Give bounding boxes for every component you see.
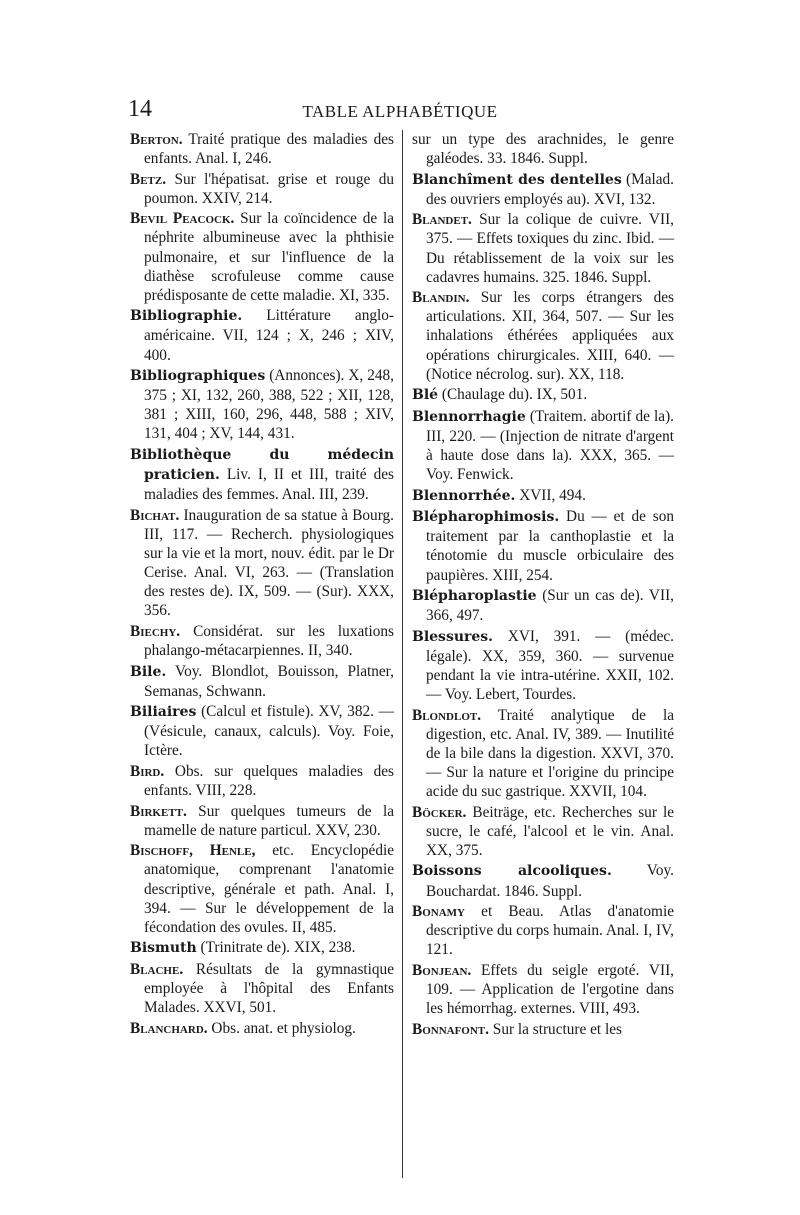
index-entry — [412, 210, 674, 286]
entry-headword: Blennorrhagie — [412, 408, 526, 425]
index-entry — [130, 702, 394, 760]
index-entry — [412, 803, 674, 860]
entry-headword: Blandin. — [412, 289, 470, 307]
entry-text: XVII, 494. — [515, 486, 586, 504]
index-entry — [412, 586, 674, 625]
entry-headword: Blé — [412, 387, 439, 404]
index-entry — [412, 861, 674, 900]
index-entry — [412, 170, 674, 209]
index-entry — [412, 961, 674, 1018]
entry-text: Beiträge, etc. Recherches sur le sucre, le café, l'alcool et le vin. Anal. XX, 375. — [426, 803, 674, 859]
index-entry — [130, 841, 394, 936]
index-entry — [130, 366, 394, 443]
entry-text: Sur la coïncidence de la néphrite albumineuse avec la phthisie pulmonaire, et sur l'influence de la diathèse scrofuleuse comme cause prédisposante de cette maladie. XI, 335. — [144, 210, 394, 304]
index-entry — [130, 960, 394, 1017]
entry-text: Obs. sur quelques maladies des enfants. VIII, 228. — [144, 763, 394, 800]
entry-text: etc. Encyclopédie anatomique, comprenant l'anatomie descriptive, générale et path. Anal. I, 394. — Sur le développement de la fécondation des ovules. II, 485. — [144, 842, 395, 936]
entry-headword: Bibliographie. — [130, 308, 243, 325]
entry-text: Voy. Bouchardat. 1846. Suppl. — [426, 862, 674, 900]
entry-headword: Betz. — [130, 170, 167, 188]
entry-headword: Blessures. — [412, 628, 494, 645]
entry-headword: Biliaires — [130, 704, 197, 721]
entry-headword: Bonamy — [412, 903, 465, 921]
index-entry — [412, 407, 674, 484]
entry-text: (Trinitrate de). XIX, 238. — [196, 939, 356, 957]
index-entry — [412, 507, 674, 584]
index-entry — [130, 938, 394, 958]
entry-headword: Blondlot. — [412, 706, 482, 724]
entry-headword: Blennorrhée. — [412, 487, 516, 504]
entry-headword: Bevil Peacock. — [130, 210, 235, 228]
entry-text: (Malad. des ouvriers employés au). XVI, 132. — [426, 170, 674, 208]
entry-headword: Berton. — [130, 131, 183, 148]
entry-text: Traité analytique de la digestion, etc. Anal. IV, 389. — Inutilité de la bile dans la digestion. XXVI, 370. — Sur la nature et l'origine du principe acide du suc gastrique. XXVII, 104. — [426, 706, 674, 801]
entry-headword: Blanchard. — [130, 1019, 208, 1037]
index-entry — [412, 130, 674, 168]
entry-text: Sur la colique de cuivre. VII, 375. — Effets toxiques du zinc. Ibid. — Du rétablissement de la voix sur les cadavres humains. 325. 1846. Suppl. — [426, 211, 674, 286]
entry-text: (Calcul et fistule). XV, 382. — (Vésicule, canaux, calculs). Voy. Foie, Ictère. — [144, 703, 394, 760]
entry-text: Liv. I, II et III, traité des maladies des femmes. Anal. III, 239. — [144, 466, 394, 504]
entry-headword: Bibliographiques — [130, 368, 266, 385]
running-head: TABLE ALPHABÉTIQUE — [302, 102, 498, 121]
entry-text: sur un type des arachnides, le genre galéodes. 33. 1846. Suppl. — [412, 131, 674, 168]
index-entry — [130, 445, 394, 504]
entry-headword: Bile. — [130, 663, 167, 680]
entry-headword: Böcker. — [412, 803, 467, 821]
index-entry — [130, 762, 394, 800]
entry-headword: Blache. — [130, 960, 184, 978]
index-entry — [130, 130, 394, 168]
entry-text: (Traitem. abortif de la). III, 220. — (Injection de nitrate d'argent à haute dose dans la). XXX, 365. — Voy. Fenwick. — [426, 407, 674, 484]
index-entry — [412, 486, 674, 506]
entry-text: Résultats de la gymnastique employée à l'hôpital des Enfants Malades. XXVI, 501. — [144, 960, 394, 1017]
entry-text: Sur l'hépatisat. grise et rouge du poumon. XXIV, 214. — [144, 170, 394, 207]
entry-headword: Boissons alcooliques. — [412, 863, 612, 880]
entry-text: Considérat. sur les luxations phalango-métacarpiennes. II, 340. — [144, 622, 394, 659]
entry-text: Littérature anglo-américaine. VII, 124 ; X, 246 ; XIV, 400. — [144, 307, 394, 364]
entry-text: Traité pratique des maladies des enfants. Anal. I, 246. — [144, 131, 394, 168]
entry-text: (Annonces). X, 248, 375 ; XI, 132, 260, 388, 522 ; XII, 128, 381 ; XIII, 160, 296, 448, 588 ; XIV, 131, 404 ; XV, 144, 431. — [144, 367, 394, 443]
right-column — [412, 130, 674, 1040]
entry-text: et Beau. Atlas d'anatomie descriptive du corps humain. Anal. I, IV, 121. — [426, 903, 674, 959]
entry-headword: Bibliothèque du médecin praticien. — [130, 447, 394, 484]
page-number: 14 — [128, 96, 152, 122]
index-entry — [412, 706, 674, 801]
entry-text: XVI, 391. — (médec. légale). XX, 359, 360. — survenue pendant la vie intra-utérine. XXII, 102. — Voy. Lebert, Tourdes. — [426, 627, 674, 704]
entry-text: (Chaulage du). IX, 501. — [438, 386, 588, 404]
entry-text: Sur quelques tumeurs de la mamelle de nature particul. XXV, 230. — [144, 802, 394, 839]
index-entry — [130, 170, 394, 208]
entry-headword: Blépharoplastie — [412, 588, 537, 605]
entry-headword: Bismuth — [130, 940, 197, 957]
index-entry — [130, 506, 394, 621]
entry-text: Effets du seigle ergoté. VII, 109. — Application de l'ergotine dans les hémorrhag. externes. VIII, 493. — [426, 961, 674, 1018]
entry-text: Sur la structure et les — [488, 1020, 622, 1038]
left-column — [130, 130, 394, 1039]
entry-headword: Blanchîment des dentelles — [412, 171, 622, 188]
index-entry — [412, 902, 674, 959]
entry-headword: Bischoff, Henle, — [130, 842, 256, 860]
index-entry — [130, 662, 394, 701]
entry-text: Sur les corps étrangers des articulations. XII, 364, 507. — Sur les inhalations éthérées appliquées aux opérations chirurgicales. XIII, 640. — (Notice nécrolog. sur). XX, 118. — [426, 289, 674, 383]
entry-headword: Bichat. — [130, 506, 180, 524]
entry-text: Du — et de son traitement par la canthoplastie et la ténotomie du muscle orbiculaire des paupières. XIII, 254. — [426, 508, 674, 584]
entry-headword: Blandet. — [412, 211, 472, 229]
index-entry — [412, 385, 674, 405]
entry-headword: Bonjean. — [412, 961, 472, 979]
entry-text: Voy. Blondlot, Bouisson, Platner, Semanas, Schwann. — [144, 662, 394, 700]
entry-headword: Birkett. — [130, 802, 187, 820]
index-entry — [130, 1019, 394, 1038]
index-entry — [412, 627, 674, 704]
entry-text: (Sur un cas de). VII, 366, 497. — [426, 587, 674, 625]
index-entry — [130, 306, 394, 364]
entry-text: Inauguration de sa statue à Bourg. III, 117. — Recherch. physiologiques sur la vie et la mort, nouv. édit. par le Dr Cerise. Anal. VI, 263. — (Translation des restes de). IX, 509. — (Sur). XXX, 356. — [144, 506, 394, 620]
index-entry — [412, 1020, 674, 1039]
entry-headword: Bird. — [130, 763, 165, 780]
index-entry — [130, 802, 394, 840]
index-entry — [412, 288, 674, 383]
entry-headword: Blépharophimosis. — [412, 509, 560, 526]
entry-headword: Bonnafont. — [412, 1020, 489, 1038]
column-divider — [402, 130, 403, 1178]
index-entry — [130, 622, 394, 660]
index-entry — [130, 209, 394, 304]
entry-text: Obs. anat. et physiolog. — [207, 1019, 356, 1037]
entry-headword: Biechy. — [130, 622, 181, 640]
